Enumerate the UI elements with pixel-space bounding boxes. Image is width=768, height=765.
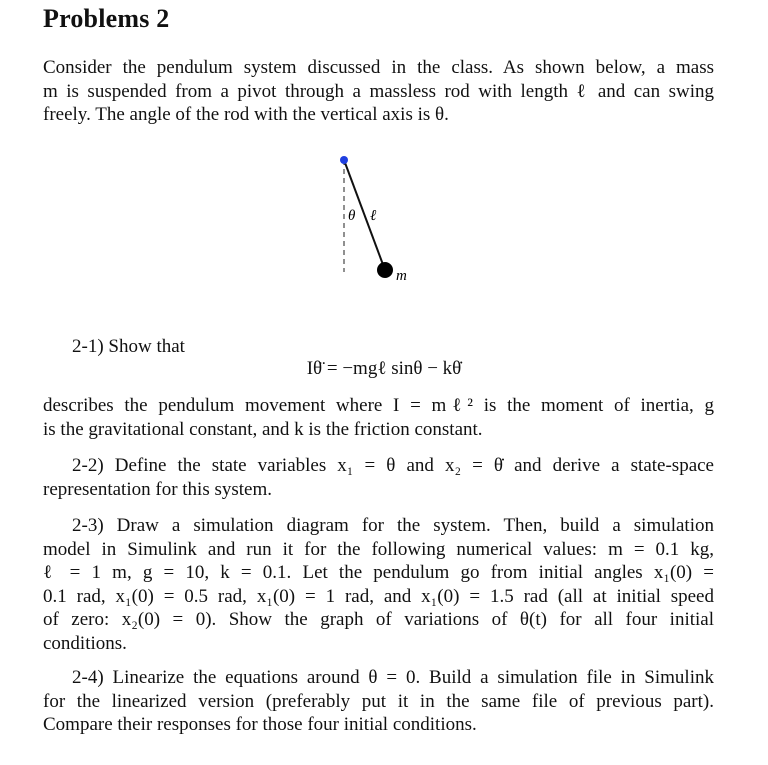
text-line: 2-4) Linearize the equations around θ = 0. Build a simulation file in Simulink xyxy=(72,667,714,688)
text-line: model in Simulink and run it for the following numerical values: m = 0.1 kg, xyxy=(43,538,714,560)
text-line: 0.1 rad, x₁(0) = 0.5 rad, x₁(0) = 1 rad, and x₁(0) = 1.5 rad (all at initial speed xyxy=(43,585,714,607)
theta-label: θ xyxy=(348,208,356,224)
section-title: Problems 2 xyxy=(43,4,170,33)
intro-line: m is suspended from a pivot through a massless rod with length ℓ and can swing xyxy=(43,80,714,102)
text-line: ℓ = 1 m, g = 10, k = 0.1. Let the pendulum go from initial angles x₁(0) = xyxy=(43,562,714,583)
text-line: is the gravitational constant, and k is the friction constant. xyxy=(43,418,483,440)
length-label: ℓ xyxy=(370,208,377,224)
intro-line: freely. The angle of the rod with the vertical axis is θ. xyxy=(43,104,449,125)
text-line: 2-2) Define the state variables x₁ = θ and x₂ = θ̇ and derive a state-space xyxy=(72,455,714,476)
pendulum-mass xyxy=(377,262,393,278)
pendulum-figure xyxy=(320,148,430,288)
intro-paragraph xyxy=(43,56,714,127)
intro-line: Consider the pendulum system discussed in the class. As shown below, a mass xyxy=(43,57,714,78)
text-line: for the linearized version (preferably put it in the same file of previous part). xyxy=(43,690,714,712)
text-line: of zero: x₂(0) = 0). Show the graph of variations of θ(t) for all four initial xyxy=(43,609,714,630)
text-line: conditions. xyxy=(43,632,127,654)
problem-2-2 xyxy=(43,454,714,501)
text-line: 2-3) Draw a simulation diagram for the system. Then, build a simulation xyxy=(72,515,714,536)
text-line: representation for this system. xyxy=(43,478,273,500)
problem-2-1-text xyxy=(43,394,714,441)
equation-of-motion: Iθ̈ = −mgℓ sinθ − kθ̇ xyxy=(306,358,462,379)
problem-2-3 xyxy=(43,514,714,655)
mass-label: m xyxy=(396,268,407,284)
problem-2-4 xyxy=(43,666,714,737)
text-line: Compare their responses for those four initial conditions. xyxy=(43,714,477,735)
problem-2-1-lead: 2-1) Show that xyxy=(72,336,185,357)
pivot-point xyxy=(340,156,348,164)
text-line: describes the pendulum movement where I = mℓ² is the moment of inertia, g xyxy=(43,395,714,416)
